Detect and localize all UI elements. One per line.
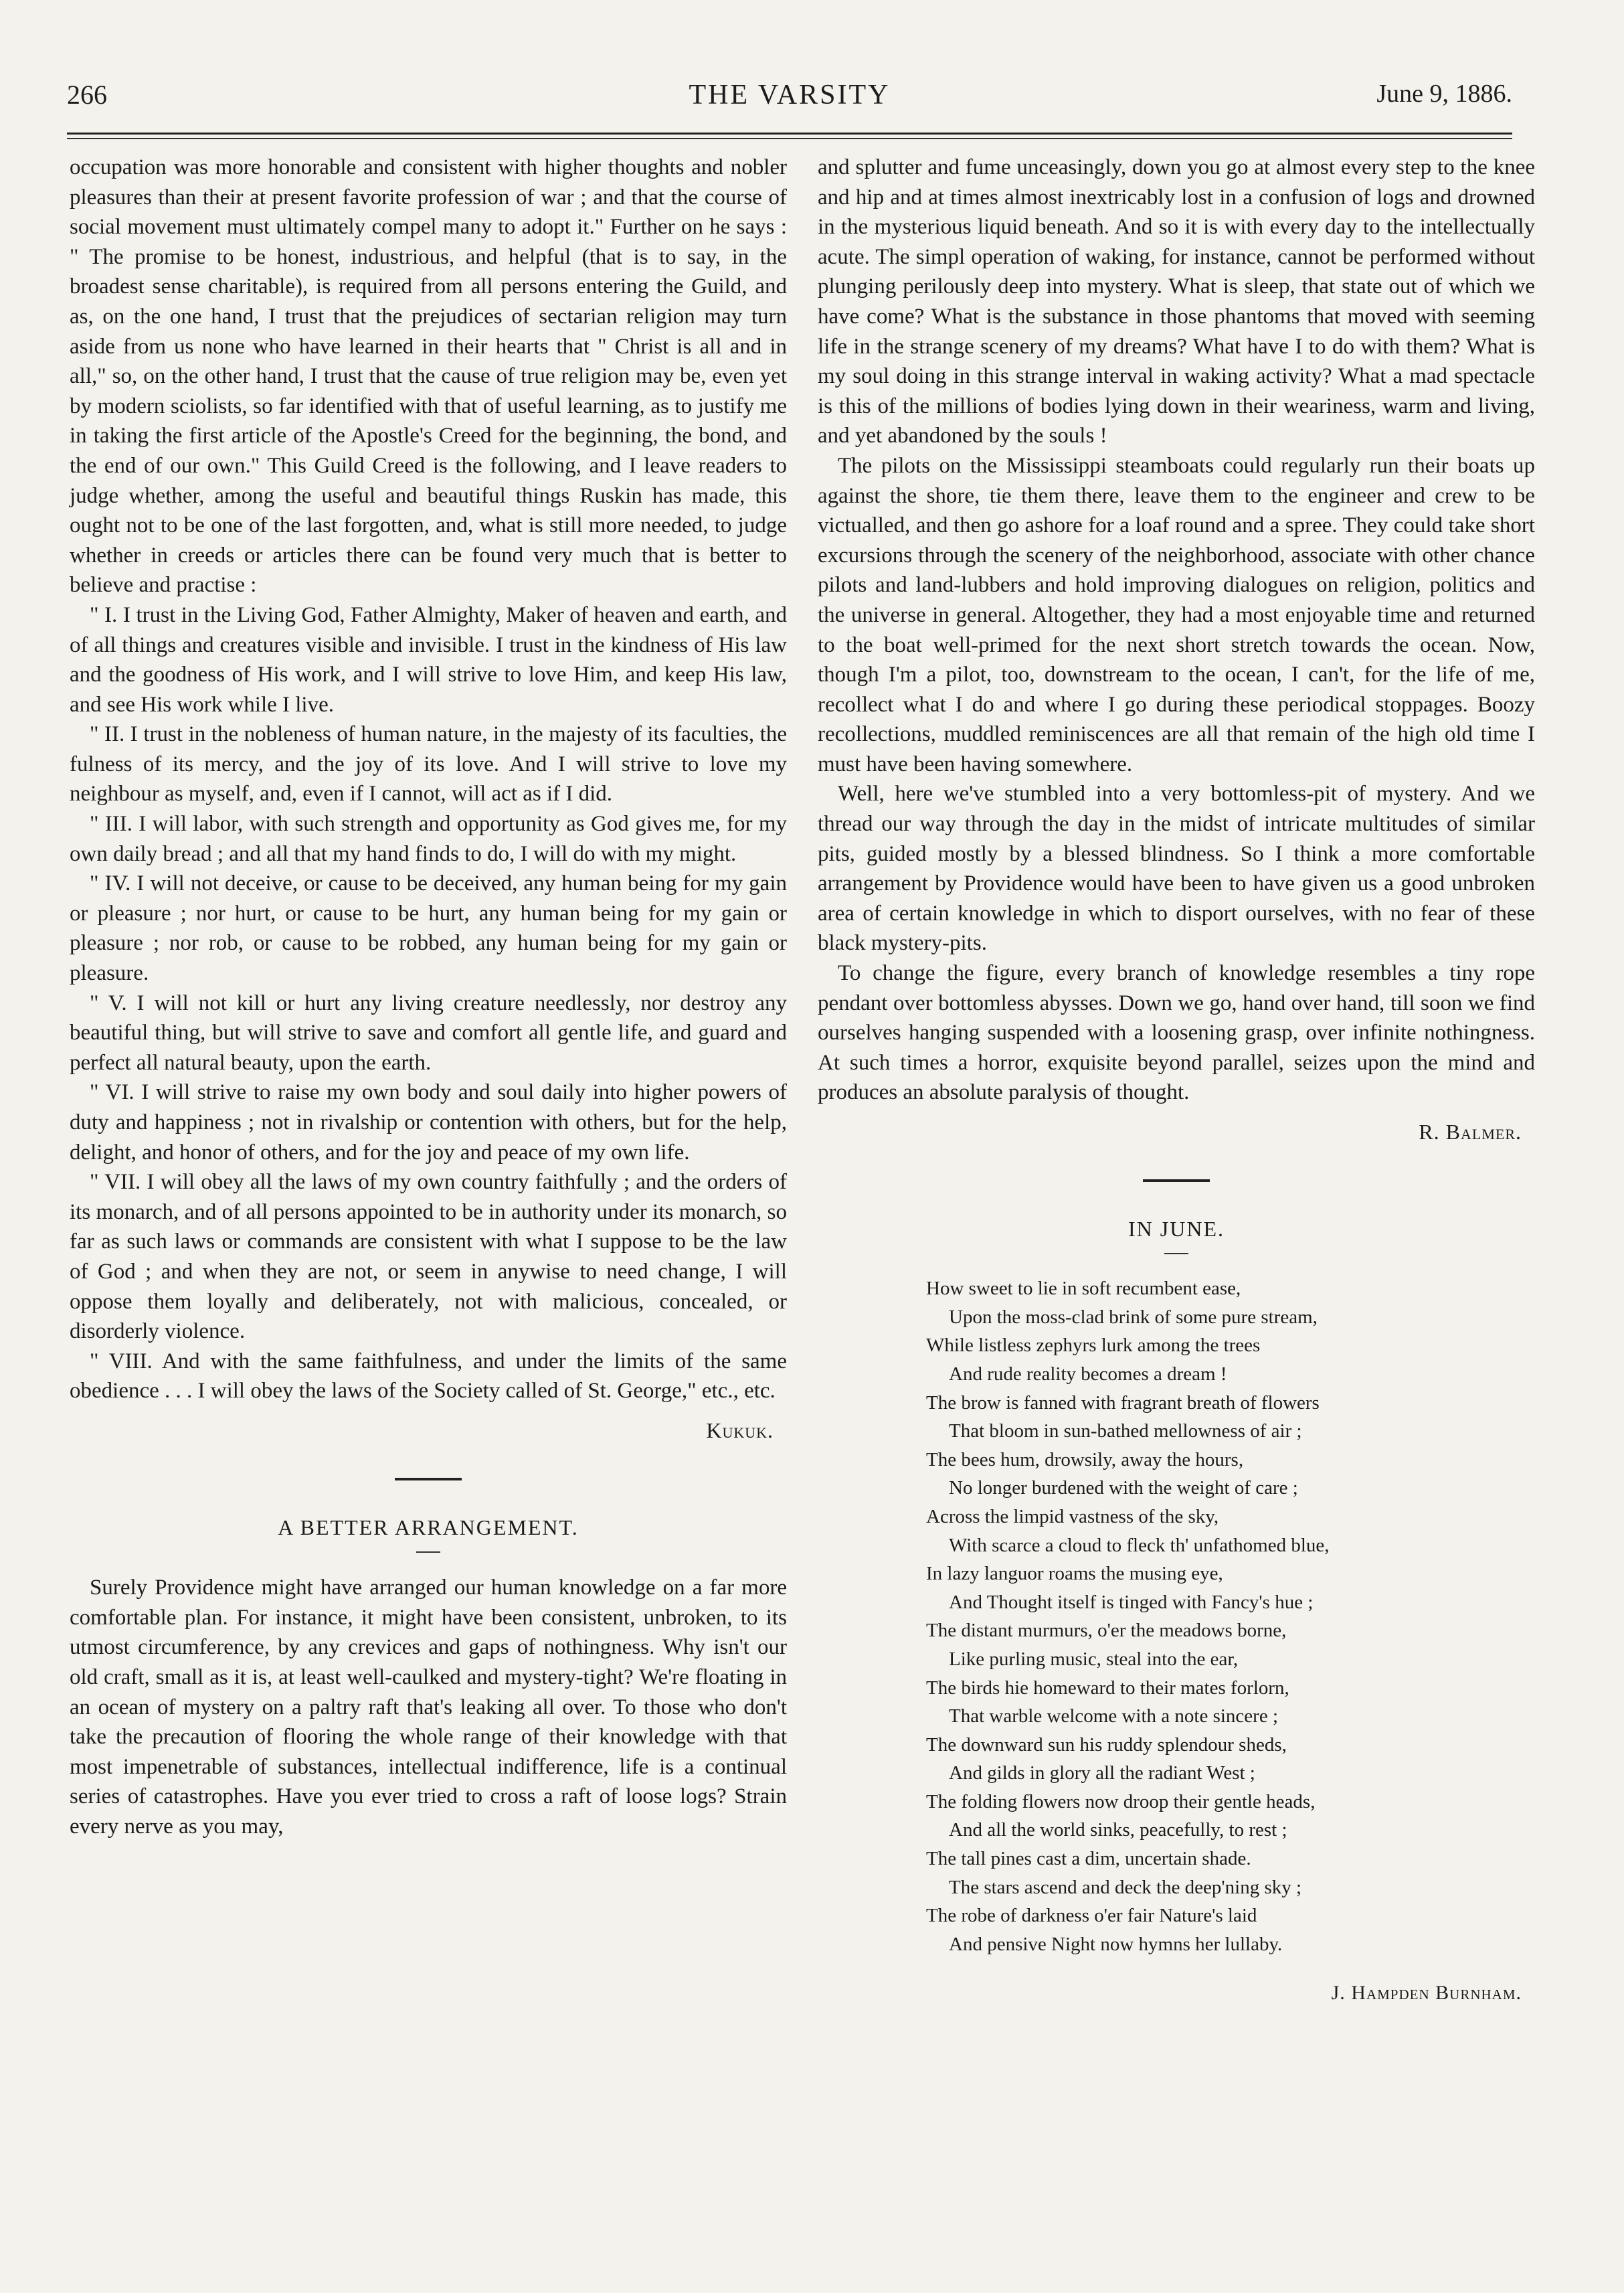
poem-line: The birds hie homeward to their mates forlorn,: [926, 1677, 1289, 1699]
poem-title: IN JUNE.: [1128, 1216, 1225, 1241]
article-paragraph-continued: and splutter and fume unceasingly, down you go at almost every step to the knee and hip and at times almost inextricably lost in a confusion of logs and drowned in the mysterious liquid beneath. And so it is with every day to the intellectually acute. The simpl operation of waking, for instance, cannot be performed without plunging perilously deep into mystery. What is sleep, that state out of which we have come? What is the substance in those phantoms that moved with seeming life in the strange scenery of my dreams? What have I to do with them? What is my soul doing in this strange interval in waking activity? What a mad spectacle is this of the millions of bodies lying down in their weariness, warm and living, and yet abandoned by the souls !: [818, 155, 1535, 448]
journal-title: THE VARSITY: [689, 80, 891, 110]
poem-line: Like purling music, steal into the ear,: [949, 1648, 1239, 1670]
poem-line: How sweet to lie in soft recumbent ease,: [926, 1278, 1241, 1300]
creed-article-5: " V. I will not kill or hurt any living creature needlessly, nor destroy any beautiful thing, but will strive to save and comfort all gentle life, and guard and perfect all natural beauty, upon the earth.: [70, 991, 787, 1075]
creed-article-8: " VIII. And with the same faithfulness, and under the limits of the same obedience . . . I will obey the laws of the Society called of St. George," etc., etc.: [70, 1349, 787, 1404]
poem-line: Across the limpid vastness of the sky,: [926, 1505, 1219, 1527]
creed-article-4: " IV. I will not deceive, or cause to be deceived, any human being for my gain or pleasure ; nor hurt, or cause to be hurt, any human being for my gain or pleasure ; nor rob, or cause to be robbed, any human being for my gain or pleasure.: [70, 871, 787, 986]
poem-line: While listless zephyrs lurk among the trees: [926, 1335, 1261, 1357]
issue-date: June 9, 1886.: [1376, 80, 1512, 108]
poem-line: And Thought itself is tinged with Fancy's hue ;: [949, 1591, 1314, 1613]
author-signature-balmer: R. Balmer.: [1419, 1120, 1522, 1144]
page-number: 266: [67, 80, 107, 110]
header-double-rule: [67, 133, 1512, 139]
poem: [926, 1274, 1535, 1958]
creed-article-7: " VII. I will obey all the laws of my own country faithfully ; and the orders of its monarch, and of all persons appointed to be in authority under its monarch, so far as such laws or commands are consistent with what I suppose to be the law of God ; and when they are not, or seem in anywise to need change, I will oppose them loyally and deliberately, not with malicious, concealed, or disorderly violence.: [70, 1170, 787, 1344]
creed-article-2: " II. I trust in the nobleness of human nature, in the majesty of its faculties, the fulness of its mercy, and the joy of its love. And I will strive to love my neighbour as myself, and, even if I cannot, will act as if I did.: [70, 722, 787, 806]
creed-article-1: " I. I trust in the Living God, Father Almighty, Maker of heaven and earth, and of all things and creatures visible and invisible. I trust in the kindness of His law and the goodness of His work, and I will strive to love Him, and keep His law, and see His work while I live.: [70, 602, 787, 717]
poem-line: And all the world sinks, peacefully, to rest ;: [949, 1819, 1287, 1841]
page-header: [67, 79, 1512, 126]
poem-line: No longer burdened with the weight of care ;: [949, 1477, 1298, 1499]
section-divider: [395, 1478, 462, 1480]
poem-line: That bloom in sun-bathed mellowness of air ;: [949, 1420, 1302, 1442]
title-underline: [1164, 1253, 1188, 1254]
poem-line: And rude reality becomes a dream !: [949, 1363, 1227, 1385]
poem-line: The brow is fanned with fragrant breath of flowers: [926, 1391, 1320, 1414]
author-signature-kukuk: Kukuk.: [706, 1418, 774, 1442]
poem-line: The distant murmurs, o'er the meadows borne,: [926, 1620, 1287, 1642]
left-column: [70, 153, 787, 1841]
poet-signature: J. Hampden Burnham.: [1331, 1982, 1522, 2005]
creed-article-3: " III. I will labor, with such strength and opportunity as God gives me, for my own daily bread ; and all that my hand finds to do, I will do with my might.: [70, 812, 787, 866]
poem-line: In lazy languor roams the musing eye,: [926, 1563, 1223, 1585]
poem-line: Upon the moss-clad brink of some pure stream,: [949, 1306, 1318, 1328]
poem-line: The folding flowers now droop their gentle heads,: [926, 1790, 1316, 1812]
article-paragraph: The pilots on the Mississippi steamboats could regularly run their boats up against the shore, tie them there, leave them to the engineer and crew to be victualled, and then go ashore for a loaf round and a spree. They could take short excursions through the scenery of the neighborhood, associate with other chance pilots and land-lubbers and hold improving dialogues on religion, politics and the universe in general. Altogether, they had a most enjoyable time and returned to the boat well-primed for the next short stretch towards the ocean. Now, though I'm a pilot, too, downstream to the ocean, I can't, for the life of me, recollect what I do and where I go during these periodical stoppages. Boozy recollections, muddled reminiscences are all that remain of the high old time I must have been having somewhere.: [818, 453, 1535, 776]
article-paragraph: Surely Providence might have arranged our human knowledge on a far more comfortable plan. For instance, it might have been consistent, unbroken, to its utmost circumference, by any crevices and gaps of nothingness. Why isn't our old craft, small as it is, at least well-caulked and mystery-tight? We're floating in an ocean of mystery on a paltry raft that's leaking all over. To those who don't take the precaution of flooring the whole range of their knowledge with that most impenetrable of substances, intellectual indifference, life is a continual series of catastrophes. Have you ever tried to cross a raft of loose logs? Strain every nerve as you may,: [70, 1576, 787, 1839]
poem-line: With scarce a cloud to fleck th' unfathomed blue,: [949, 1534, 1330, 1556]
article-paragraph: Well, here we've stumbled into a very bottomless-pit of mystery. And we thread our way through the day in the midst of intricate multitudes of similar pits, guided mostly by a blessed blindness. So I think a more comfortable arrangement by Providence would have been to have given us a good unbroken area of certain knowledge in which to disport ourselves, with no fear of these black mystery-pits.: [818, 782, 1535, 956]
poem-line: The bees hum, drowsily, away the hours,: [926, 1448, 1244, 1470]
poem-line: The downward sun his ruddy splendour sheds,: [926, 1733, 1287, 1756]
poem-line: The tall pines cast a dim, uncertain shade.: [926, 1848, 1251, 1870]
creed-article-6: " VI. I will strive to raise my own body and soul daily into higher powers of duty and happiness ; not in rivalship or contention with others, but for the help, delight, and honor of others, and for the joy and peace of my own life.: [70, 1080, 787, 1165]
poem-line: The stars ascend and deck the deep'ning sky ;: [949, 1876, 1302, 1898]
poem-line: The robe of darkness o'er fair Nature's laid: [926, 1905, 1257, 1927]
article-paragraph: To change the figure, every branch of knowledge resembles a tiny rope pendant over bottomless abysses. Down we go, hand over hand, till soon we find ourselves hanging suspended with a loosening grasp, over infinite nothingness. At such times a horror, exquisite beyond parallel, seizes upon the mind and produces an absolute paralysis of thought.: [818, 961, 1535, 1105]
right-column: [818, 153, 1535, 2009]
body-paragraph: occupation was more honorable and consistent with higher thoughts and nobler pleasures than their at present favorite profession of war ; and that the course of social movement must ultimately compel many to adopt it." Further on he says : " The promise to be honest, industrious, and helpful (that is to say, in the broadest sense charitable), is required from all persons entering the Guild, and as, on the one hand, I trust that the prejudices of sectarian religion may turn aside from us none who have learned in their hearts that " Christ is all and in all," so, on the other hand, I trust that the cause of true religion may be, even yet by modern sciolists, so far identified with that of useful learning, as to justify me in taking the first article of the Apostle's Creed for the beginning, the bond, and the end of our own." This Guild Creed is the following, and I leave readers to judge whether, among the useful and beautiful things Ruskin has made, this ought not to be one of the last forgotten, and, what is still more needed, to judge whether in creeds or articles there can be found very much that is better to believe and practise :: [70, 155, 787, 598]
article-title: A BETTER ARRANGEMENT.: [278, 1515, 579, 1539]
poem-line: And pensive Night now hymns her lullaby.: [949, 1933, 1283, 1955]
poem-line: And gilds in glory all the radiant West ;: [949, 1762, 1255, 1784]
section-divider: [1143, 1179, 1210, 1182]
title-underline: [416, 1551, 440, 1553]
poem-line: That warble welcome with a note sincere ;: [949, 1705, 1278, 1727]
